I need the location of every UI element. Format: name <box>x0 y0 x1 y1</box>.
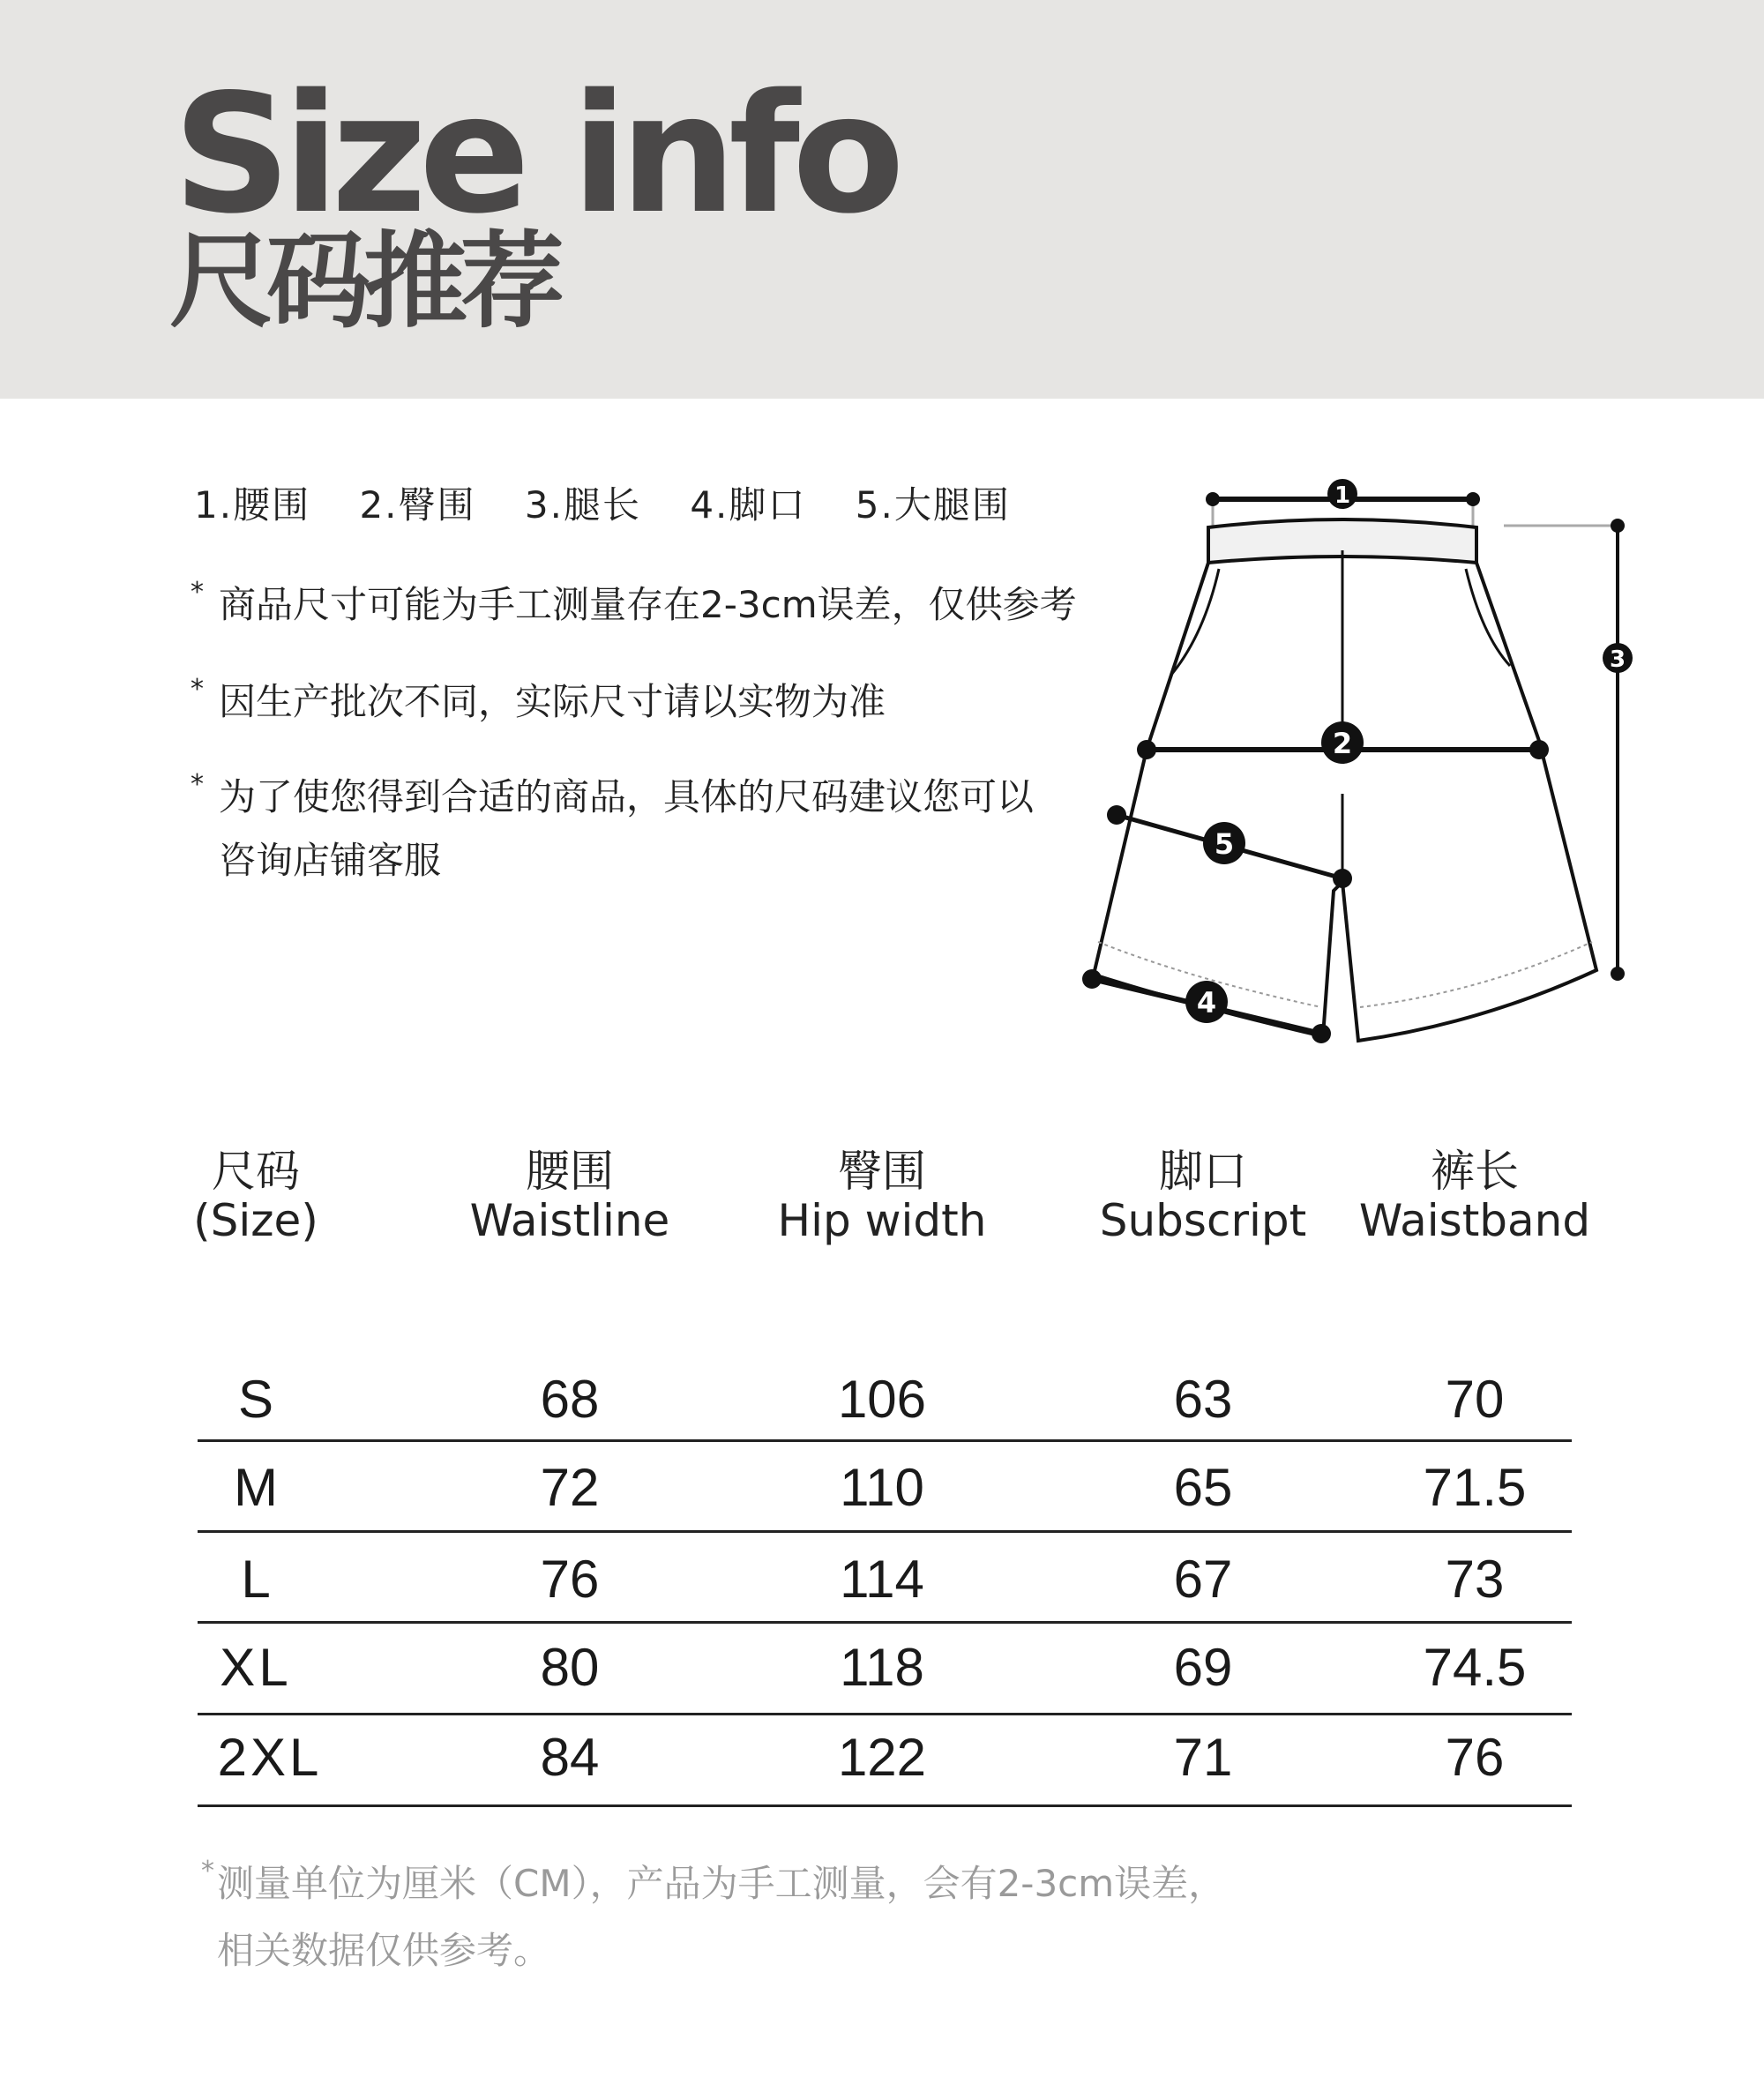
svg-text:5: 5 <box>1214 827 1235 861</box>
marker-4 <box>1185 981 1228 1023</box>
col-header-zh: 脚口 <box>1159 1146 1247 1197</box>
col-header-en: Waistline <box>469 1195 670 1246</box>
footnote-line: 相关数据仅供参考。 <box>217 1929 551 1972</box>
col-header-length <box>1334 1147 1616 1245</box>
hem-stitch-right <box>1360 942 1592 1007</box>
cell-length: 74.5 <box>1423 1638 1527 1697</box>
cell-hip: 122 <box>837 1728 927 1787</box>
cell-hem: 65 <box>1173 1458 1233 1517</box>
note-measurement-error <box>191 573 1134 637</box>
svg-text:4: 4 <box>1196 986 1217 1020</box>
note-batch <box>191 670 1134 734</box>
marker-2 <box>1321 721 1364 764</box>
note-star: * <box>191 674 204 705</box>
note-text: 商品尺寸可能为手工测量存在2-3cm误差，仅供参考 <box>219 583 1077 626</box>
measurement-legend <box>194 476 1046 529</box>
cell-waist: 80 <box>540 1638 600 1697</box>
page-title: Size info <box>173 58 897 250</box>
row-divider <box>198 1804 1572 1807</box>
cell-hip: 110 <box>840 1458 924 1517</box>
col-header-en: Waistband <box>1358 1195 1591 1246</box>
col-header-waist <box>429 1147 711 1245</box>
legend-item: 4.脚口 <box>690 483 807 527</box>
legend-item: 1.腰围 <box>194 483 311 527</box>
svg-text:2: 2 <box>1332 727 1353 760</box>
note-text: 因生产批次不同，实际尺寸请以实物为准 <box>219 680 886 723</box>
page-subtitle: 尺码推荐 <box>169 220 558 342</box>
note-text: 为了使您得到合适的商品，具体的尺码建议您可以 <box>219 775 1035 818</box>
cell-hem: 71 <box>1173 1728 1233 1787</box>
cell-size: L <box>241 1550 271 1609</box>
legend-item: 3.腿长 <box>524 483 641 527</box>
cell-hem: 67 <box>1173 1550 1233 1609</box>
cell-size: M <box>234 1458 278 1517</box>
col-header-zh: 臀围 <box>838 1146 926 1197</box>
note-consult <box>191 766 1134 893</box>
cell-size: XL <box>220 1638 292 1697</box>
legend-item: 2.臀围 <box>359 483 476 527</box>
cell-length: 76 <box>1445 1728 1505 1787</box>
footnote <box>201 1850 1364 1984</box>
cell-hip: 118 <box>840 1638 924 1697</box>
col-header-zh: 尺码 <box>212 1146 300 1197</box>
note-text: 咨询店铺客服 <box>219 839 442 882</box>
cell-waist: 72 <box>540 1458 600 1517</box>
shorts-outline <box>1094 563 1596 1041</box>
col-header-en: (Size) <box>193 1195 318 1246</box>
row-divider <box>198 1621 1572 1624</box>
svg-text:3: 3 <box>1609 646 1626 673</box>
cell-hem: 69 <box>1173 1638 1233 1697</box>
marker-3 <box>1603 643 1633 673</box>
cell-waist: 76 <box>540 1550 600 1609</box>
cell-waist: 84 <box>540 1728 600 1787</box>
cell-length: 71.5 <box>1423 1458 1527 1517</box>
pocket-right <box>1466 569 1510 666</box>
footnote-star: * <box>201 1856 214 1887</box>
cell-hip: 106 <box>837 1370 927 1429</box>
legend-item: 5.大腿围 <box>855 483 1011 527</box>
col-header-en: Subscript <box>1099 1195 1307 1246</box>
marker-1 <box>1327 479 1357 509</box>
footnote-line: 测量单位为厘米（CM），产品为手工测量，会有2-3cm误差， <box>217 1862 1226 1905</box>
cell-length: 73 <box>1445 1550 1505 1609</box>
shorts-diagram <box>1058 459 1676 1058</box>
note-star: * <box>191 577 204 608</box>
cell-hem: 63 <box>1173 1370 1233 1429</box>
row-divider <box>198 1530 1572 1533</box>
col-header-en: Hip width <box>777 1195 987 1246</box>
cell-size: 2XL <box>217 1728 323 1787</box>
cell-waist: 68 <box>540 1370 600 1429</box>
col-header-zh: 腰围 <box>526 1146 614 1197</box>
col-header-size <box>115 1147 397 1245</box>
row-divider <box>198 1439 1572 1442</box>
col-header-zh: 裤长 <box>1431 1146 1519 1197</box>
cell-hip: 114 <box>840 1550 924 1609</box>
col-header-hip <box>741 1147 1023 1245</box>
row-divider <box>198 1713 1572 1715</box>
svg-text:1: 1 <box>1334 482 1351 509</box>
header-banner <box>0 0 1764 399</box>
col-header-hem <box>1062 1147 1344 1245</box>
cell-size: S <box>237 1370 274 1429</box>
note-star: * <box>191 769 204 800</box>
cell-length: 70 <box>1445 1370 1505 1429</box>
marker-5 <box>1203 822 1245 864</box>
